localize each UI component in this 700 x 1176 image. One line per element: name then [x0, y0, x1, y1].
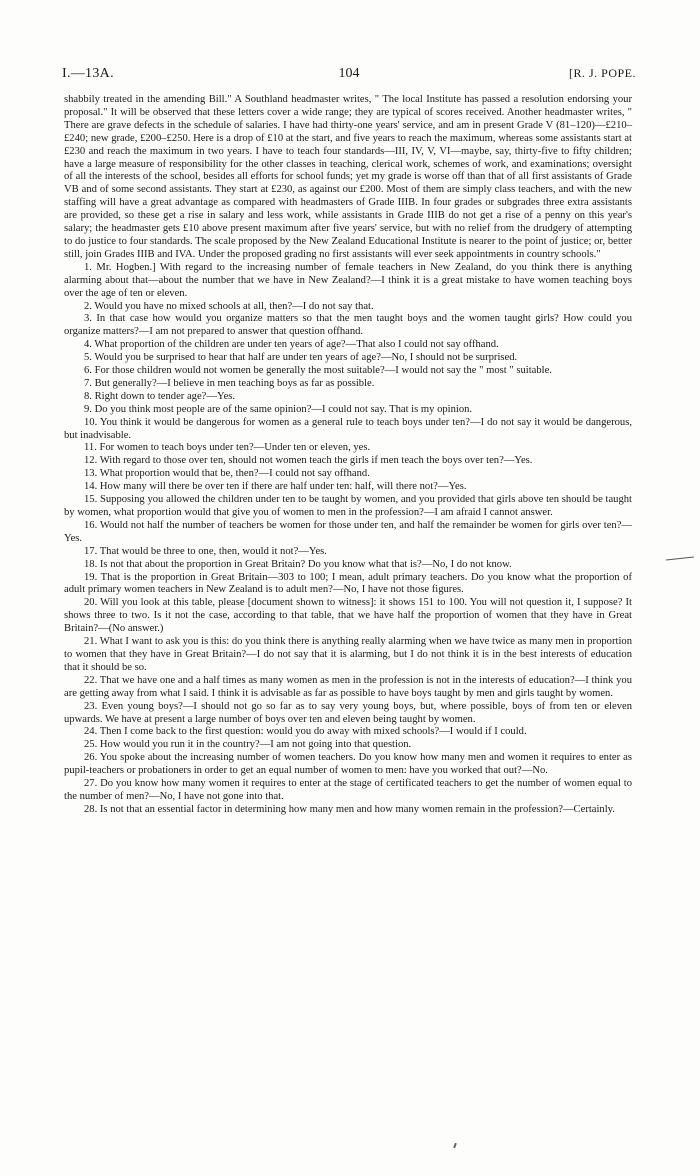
question-paragraph: 9. Do you think most people are of the same opinion?—I could not say. That is my opinion.	[84, 403, 473, 415]
question-paragraph: 20. Will you look at this table, please [document shown to witness]: it shows 151 to 100. You will not question it, I suppose? It shows three to two. Is it not the case, according to that table, that we have half the proportion of women that they have in Great Britain?—(No answer.)	[64, 597, 632, 635]
question-paragraph: 25. How would you run it in the country?—I am not going into that question.	[84, 739, 412, 751]
question-paragraph: 27. Do you know how many women it requires to enter at the stage of certificated teachers to get the number of women equal to the number of men?—No, I have not gone into that.	[64, 778, 632, 802]
question-paragraph: 15. Supposing you allowed the children under ten to be taught by women, and you provided that girls above ten should be taught by women, what proportion would that give you of women to men in the profession?—I am afraid I cannot answer.	[64, 494, 632, 518]
question-paragraph: 13. What proportion would that be, then?—I could not say offhand.	[84, 468, 370, 480]
question-paragraph: 23. Even young boys?—I should not go so far as to say very young boys, but, where possible, boys of from ten or eleven upwards. We have at present a large number of boys over ten and eleven being taught by women.	[64, 700, 632, 725]
question-paragraph: 24. Then I come back to the first question: would you do away with mixed schools?—I would if I could.	[84, 726, 527, 738]
question-paragraph: 10. You think it would be dangerous for women as a general rule to teach boys under ten?—I do not say it would be dangerous, but inadvisable.	[64, 416, 632, 441]
witness-name: [R. J. POPE.	[568, 66, 636, 80]
question-paragraph: 28. Is not that an essential factor in determining how many men and how many women remain in the profession?—Certainly.	[84, 803, 615, 815]
stray-mark	[453, 1143, 457, 1148]
margin-mark	[666, 557, 694, 562]
page-number: 104	[338, 66, 360, 81]
question-paragraph: 17. That would be three to one, then, would it not?—Yes.	[84, 545, 327, 557]
question-paragraph: 12. With regard to those over ten, should not women teach the girls if men teach the boys over ten?—Yes.	[84, 455, 533, 467]
question-paragraph: 6. For those children would not women be generally the most suitable?—I would not say the " most " suitable.	[84, 365, 552, 377]
page-header	[62, 66, 636, 86]
question-paragraph: 8. Right down to tender age?—Yes.	[84, 390, 236, 402]
question-paragraph: 5. Would you be surprised to hear that half are under ten years of age?—No, I should not be surprised.	[84, 352, 518, 364]
question-paragraph: 16. Would not half the number of teachers be women for those under ten, and half the remainder be women for girls over ten?—Yes.	[64, 519, 632, 544]
question-paragraph: 7. But generally?—I believe in men teaching boys as far as possible.	[84, 377, 375, 389]
question-paragraph: 11. For women to teach boys under ten?—Under ten or eleven, yes.	[84, 442, 371, 454]
question-paragraph: 14. How many will there be over ten if there are half under ten: half, will there not?—Yes.	[84, 481, 467, 493]
question-paragraph: 19. That is the proportion in Great Britain—303 to 100; I mean, adult primary teachers. Do you know what the proportion of adult primary women teachers in New Zealand is to adult men?—No, I have not those figures.	[64, 571, 632, 596]
question-paragraph: 18. Is not that about the proportion in Great Britain? Do you know what that is?—No, I do not know.	[84, 558, 512, 570]
question-paragraph: 22. That we have one and a half times as many women as men in the profession is not in the interests of education?—I think you are getting away from what I said. I think it is advisable as far as possible to have boys taught by men and girls taught by women.	[64, 674, 632, 699]
question-paragraph: 4. What proportion of the children are under ten years of age?—That also I could not say offhand.	[84, 339, 499, 351]
question-paragraph: 2. Would you have no mixed schools at all, then?—I do not say that.	[84, 300, 374, 312]
question-paragraph: 3. In that case how would you organize matters so that the men taught boys and the women taught girls? How could you organize matters?—I am not prepared to answer that question offhand.	[64, 313, 632, 338]
question-paragraph: 21. What I want to ask you is this: do you think there is anything really alarming when we have twice as many men in proportion to women that they have in Great Britain?—I do not say that it is alarming, but I do not think it is in the best interests of education that it should be so.	[64, 636, 632, 673]
paper-reference: I.—13A.	[62, 66, 114, 81]
question-list	[64, 262, 632, 817]
document-body	[64, 94, 632, 817]
intro-paragraph: shabbily treated in the amending Bill." A Southland headmaster writes, " The local Institute has passed a resolution endorsing your proposal." It will be observed that these letters cover a wide range; they are typical of scores received. Another headmaster writes, " There are grave defects in the schedule of salaries. I have had thirty-one years' service, and am in present Grade V (81–120)—£210–£240; new grade, £200–£250. Here is a drop of £10 at the start, and five years to reach the maximum, whereas some assistants start at £230 and reach the maximum in two years. I have to teach four standards—III, IV, V, VI—maybe, say, thirty-five to fifty children; have a large measure of responsibility for the other classes in teaching, clerical work, schemes of work, and examinations; oversight of all the interests of the school, besides all efforts for school funds; yet my grade is worse off than that of all first assistants of Grade VB and of some second assistants. They start at £230, as against our £200. Most of them are simply class teachers, and with the new staffing will have a great advantage as compared with headmasters of Grade IIIB. In four grades or subgrades three extra assistants are provided, so these get a rise in salary and less work, while assistants in Grade IIIB do not get a rise of a penny on this year's salary; the headmaster gets £10 above present maximum after five years' service, but with no relief from the drudgery of attempting to do justice to four standards. The scale proposed by the New Zealand Educational Institute is nearer to the point of justice; or, better still, join Grades IIIB and IVA. Under the proposed grading no first assistants will ever seek appointments in country schools."	[64, 94, 632, 260]
question-paragraph: 26. You spoke about the increasing number of women teachers. Do you know how many men and women it requires to enter as pupil-teachers or probationers in order to get an equal number of women to men: have you worked that out?—No.	[64, 752, 632, 777]
question-paragraph: 1. Mr. Hogben.] With regard to the increasing number of female teachers in New Zealand, do you think there is anything alarming about that—about the number that we have in New Zealand?—I think it is a great mistake to have women teaching boys over the age of ten or eleven.	[64, 261, 632, 299]
